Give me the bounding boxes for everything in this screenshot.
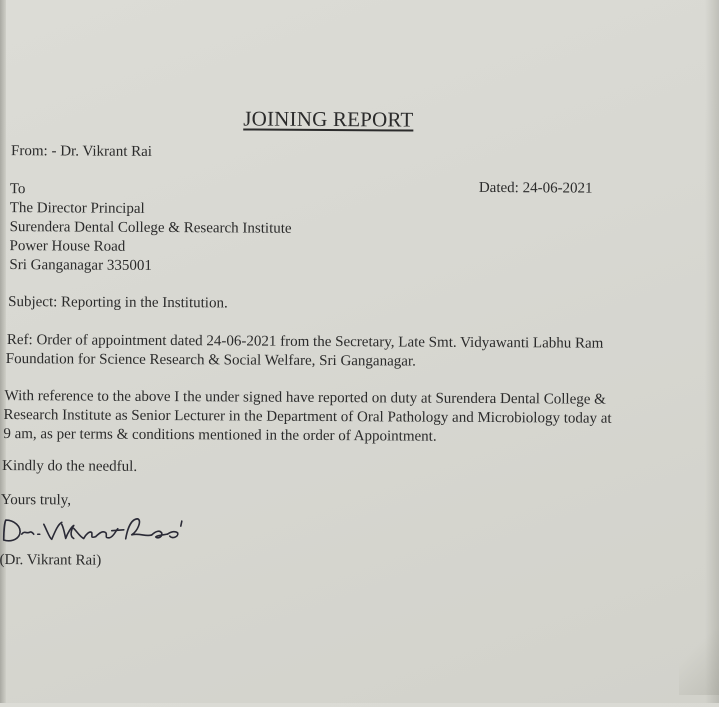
body-line-3: 9 am, as per terms & conditions mentioned in the order of Appointment. (3, 426, 437, 445)
ref-line-2: Foundation for Science Research & Social Welfare, Sri Ganganagar. (5, 351, 416, 370)
dated-line: Dated: 24-06-2021 (478, 179, 593, 197)
recipient-line-2: Surendera Dental College & Research Institute (9, 219, 292, 237)
body-line-1: With reference to the above I the under signed have reported on duty at Surendera Dental College & (4, 388, 606, 408)
recipient-line-3: Power House Road (9, 238, 126, 255)
signatory-name: (Dr. Vikrant Rai) (0, 552, 102, 569)
to-label: To (9, 181, 26, 198)
recipient-line-1: The Director Principal (9, 200, 145, 217)
from-line: From: - Dr. Vikrant Rai (11, 143, 153, 160)
request-line: Kindly do the needful. (2, 458, 138, 475)
signature-text: Dr.Vikrant Rai (0, 545, 6, 547)
ref-line-1: Ref: Order of appointment dated 24-06-2021 from the Secretary, Late Smt. Vidyawanti Labhu Ram (6, 332, 604, 352)
recipient-line-4: Sri Ganganagar 335001 (9, 257, 152, 274)
document-title: JOINING REPORT (243, 106, 414, 132)
subject-line: Subject: Reporting in the Institution. (8, 294, 228, 312)
body-line-2: Research Institute as Senior Lecturer in the Department of Oral Pathology and Microbiology today at (3, 407, 612, 427)
closing-line: Yours truly, (0, 492, 72, 509)
handwritten-signature (0, 512, 190, 547)
